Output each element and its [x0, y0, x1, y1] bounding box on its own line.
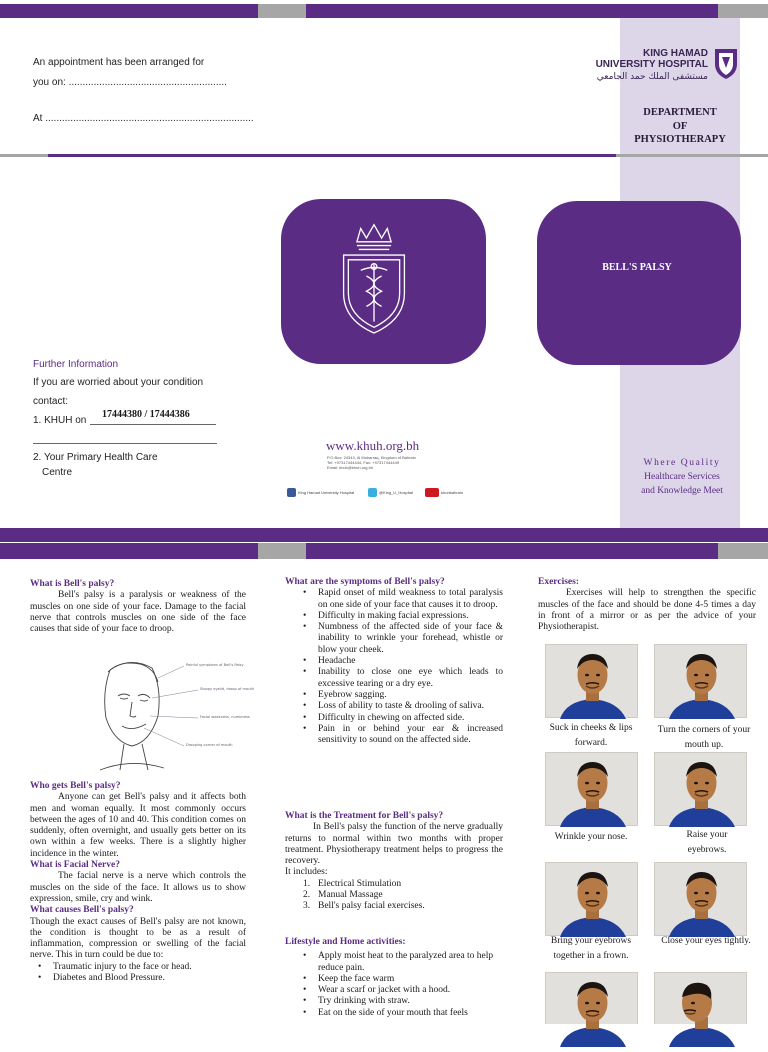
exercise-caption-1: Suck in cheeks & lips forward. [549, 723, 633, 748]
address-line-2: Tel: +97317444444, Fax: +97317444449 [327, 460, 400, 465]
list-item: • Eat on the side of your mouth that feels [285, 1008, 503, 1019]
causes-list [20, 962, 246, 985]
website-link[interactable]: www.khuh.org.bh [326, 438, 420, 453]
appointment-line-2: you on: ......................................................... [33, 77, 227, 88]
twitter-icon [368, 488, 377, 497]
social-twitter[interactable] [368, 488, 413, 497]
further-info-line-2: contact: [33, 396, 69, 407]
top-bar-grey-1 [258, 4, 306, 18]
mid-bar-purple [48, 154, 616, 157]
heading-what-is: What is Bell's palsy? [30, 579, 115, 589]
list-item: • Rapid onset of mild weakness to total paralysis on one side of your face that causes it to droop. [285, 588, 503, 611]
heading-facial-nerve: What is Facial Nerve? [30, 860, 120, 871]
dept-line-2: OF [672, 120, 688, 132]
exercise-caption-5: Bring your eyebrows together in a frown. [550, 936, 632, 961]
list-item: 3. Bell's palsy facial exercises. [303, 901, 425, 912]
mid-bar-grey-2 [616, 154, 768, 157]
column-what-is [30, 579, 246, 635]
list-item: 1. Electrical Stimulation [303, 878, 402, 889]
person-figure-6 [655, 863, 748, 937]
column-who-gets [30, 781, 246, 984]
divider-bar-middle [306, 543, 718, 559]
exercise-photo-8 [654, 972, 747, 1024]
heading-causes: What causes Bell's palsy? [30, 905, 134, 916]
top-bar-grey-2 [718, 4, 768, 18]
appointment-at-line: At ........................................................................... [33, 113, 254, 124]
list-item: • Loss of ability to taste & drooling of saliva. [285, 701, 503, 712]
exercise-caption-6: Close your eyes tightly. [661, 936, 751, 946]
separator-rule [33, 443, 217, 444]
person-figure-7 [546, 973, 639, 1047]
logo-line-2: UNIVERSITY HOSPITAL [595, 59, 708, 70]
logo-line-1: KING HAMAD [643, 48, 708, 59]
column-exercises [538, 577, 756, 633]
list-item: 2. Manual Massage [303, 890, 383, 901]
para-treatment: In Bell's palsy the function of the nerve gradually returns to normal within two months with proper treatment. Physiotherapy treatment helps to progress the recovery. [285, 822, 503, 867]
list-item: • Wear a scarf or jacket with a hood. [285, 985, 503, 996]
divider-bar-grey-2 [718, 543, 768, 559]
exercise-caption-3: Wrinkle your nose. [554, 832, 628, 842]
list-item: • Difficulty in chewing on affected side. [285, 713, 503, 724]
list-item: • Numbness of the affected side of your face & inability to wrinkle your forehead, whistle or blow your cheek. [285, 622, 503, 656]
facebook-label: King Hamad University Hospital [298, 490, 355, 495]
list-item: • Inability to close one eye which leads to excessive tearing or a dry eye. [285, 667, 503, 690]
top-bar-left [0, 4, 258, 18]
sketch-note-1: Painful symptoms of Bell's Palsy [186, 663, 244, 667]
tagline [628, 456, 736, 498]
column-symptoms [285, 577, 503, 746]
list-item: • Difficulty in making facial expressions. [285, 611, 503, 622]
exercise-photo-5 [545, 862, 638, 936]
list-item: • Traumatic injury to the face or head. [20, 962, 246, 973]
top-bar-middle [306, 4, 718, 18]
khuh-contact-label: 1. KHUH on [33, 415, 87, 426]
title-box [537, 201, 741, 365]
further-info-title: Further Information [33, 359, 119, 370]
mid-bar-grey-1 [0, 154, 48, 157]
exercise-photo-4 [654, 752, 747, 826]
tagline-line-1: Where Quality [643, 458, 721, 468]
list-item: • Apply moist heat to the paralyzed area to help reduce pain. [285, 951, 503, 974]
list-item: • Headache [285, 656, 503, 667]
social-facebook[interactable] [287, 488, 354, 497]
tagline-line-3: and Knowledge Meet [641, 486, 723, 496]
heading-treatment: What is the Treatment for Bell's palsy? [285, 811, 444, 821]
exercise-caption-2: Turn the corners of your mouth up. [657, 725, 751, 750]
phc-line-1: 2. Your Primary Health Care [33, 452, 158, 463]
hospital-shield-icon [712, 46, 740, 80]
department-title [630, 106, 730, 147]
para-facial-nerve: The facial nerve is a nerve which controls the muscles on the side of the face. It allows us to show expression, smile, cry and wink. [30, 871, 246, 904]
para-exercises: Exercises will help to strengthen the specific muscles of the face and should be done 4-5 times a day in front of a mirror or as per the advice of your Physiotherapist. [538, 588, 756, 633]
hospital-logo [560, 48, 708, 82]
face-sketch-illustration [90, 658, 255, 774]
heading-lifestyle: Lifestyle and Home activities: [285, 937, 406, 947]
dept-line-1: DEPARTMENT [643, 107, 717, 118]
person-figure-3 [546, 753, 639, 827]
exercise-photo-1 [545, 644, 638, 718]
heading-exercises: Exercises: [538, 577, 579, 587]
list-item: • Diabetes and Blood Pressure. [20, 973, 246, 984]
sketch-note-2: Sloppy eyelid, droop of mouth [200, 687, 255, 691]
khuh-underline [90, 424, 216, 425]
brochure-title: BELL'S PALSY [602, 262, 672, 273]
list-item: • Eyebrow sagging. [285, 690, 503, 701]
list-item: • Keep the face warm [285, 974, 503, 985]
exercise-caption-4: Raise your eyebrows. [686, 830, 728, 855]
phc-line-2: Centre [42, 467, 73, 478]
exercise-photo-6 [654, 862, 747, 936]
khuh-phone-numbers: 17444380 / 17444386 [102, 409, 190, 420]
address-line-1: P.O.Box: 24343, Al Muharraq, Kingdom of Bahrain [327, 455, 416, 460]
para-what-is: Bell's palsy is a paralysis or weakness of the muscles on one side of your face. Damage to the facial nerve that controls muscles on one side of the face causes that side of your face to droop. [30, 590, 246, 635]
treatment-list [285, 879, 503, 913]
symptoms-list [285, 588, 503, 746]
list-item: • Pain in or behind your ear & increased sensitivity to sound on the affected side. [285, 724, 503, 747]
tagline-line-2: Healthcare Services [644, 472, 720, 482]
facebook-icon [287, 488, 296, 497]
person-figure-4 [655, 753, 748, 827]
divider-bar-top [0, 528, 768, 542]
caduceus-crown-emblem [336, 214, 412, 338]
logo-arabic: مستشفى الملك حمد الجامعي [596, 72, 708, 82]
person-figure-8 [655, 973, 748, 1047]
sketch-note-4: Drooping corner of mouth [186, 743, 233, 747]
further-info-line-1: If you are worried about your condition [33, 377, 204, 388]
divider-bar-grey-1 [258, 543, 306, 559]
person-figure-5 [546, 863, 639, 937]
appointment-line-1: An appointment has been arranged for [33, 57, 205, 68]
address-block [327, 455, 467, 470]
divider-bar-left [0, 543, 258, 559]
youtube-label: khuhbahrain [441, 490, 464, 495]
social-youtube[interactable] [425, 488, 463, 497]
includes-label: It includes: [285, 867, 328, 878]
para-who-gets: Anyone can get Bell's palsy and it affects both men and woman equally. It most commonly occurs between the ages of 10 and 40. This condition comes on suddenly, often overnight, and usually gets better on its own within a few weeks. There is a slightly higher incidence in the winter. [30, 792, 246, 859]
heading-symptoms: What are the symptoms of Bell's palsy? [285, 577, 445, 587]
youtube-icon [425, 488, 439, 497]
heading-who-gets: Who gets Bell's palsy? [30, 781, 121, 791]
exercise-photo-3 [545, 752, 638, 826]
list-item: • Try drinking with straw. [285, 996, 503, 1007]
para-causes: Though the exact causes of Bell's palsy are not known, the condition is thought to be as a result of inflammation, compression or swelling of the facial nerve. This in turn could be due to: [30, 916, 246, 961]
lifestyle-list [285, 951, 503, 1019]
dept-line-3: PHYSIOTHERAPY [634, 134, 726, 145]
column-treatment [285, 811, 503, 913]
person-figure-1 [546, 645, 639, 719]
person-figure-2 [655, 645, 748, 719]
column-lifestyle [285, 937, 503, 1019]
twitter-label: @King_U_Hospital [379, 490, 413, 495]
exercise-photo-2 [654, 644, 747, 718]
sketch-note-3: Facial weakness, numbness [200, 715, 250, 719]
exercise-photo-7 [545, 972, 638, 1024]
address-line-3: Email: khuh@khuh.org.bh [327, 465, 374, 470]
